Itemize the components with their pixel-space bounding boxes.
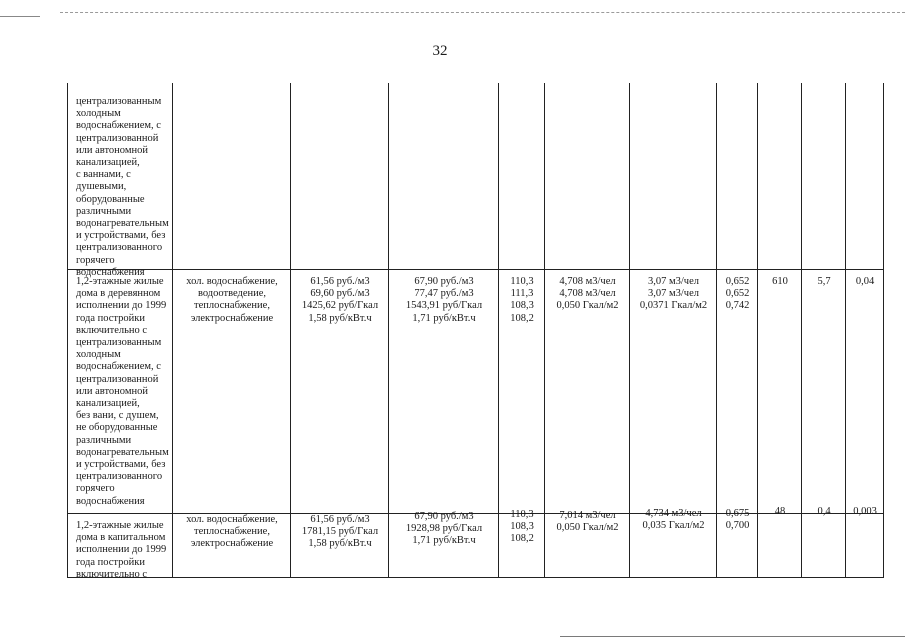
column-divider — [801, 83, 802, 577]
scan-edge-bottom — [560, 636, 905, 637]
row-2-tariffs-b: 67,90 руб./м3 1928,98 руб/Гкал 1,71 руб/кВт.ч — [405, 511, 483, 547]
row-1-col9: 610 — [772, 276, 788, 287]
tariff-table — [67, 83, 884, 578]
row-1-indexes: 110,3 111,3 108,3 108,2 — [510, 276, 534, 324]
column-divider — [290, 83, 291, 577]
column-divider — [757, 83, 758, 577]
column-divider — [544, 83, 545, 577]
row-0-description: централизованным холодным водоснабжением, с централизованной или автономной канализацией, с ваннами, с душевыми, оборудованные различными водонагревательным и устройствами, без централизованного горячего водоснабжения — [76, 96, 169, 278]
column-divider — [498, 83, 499, 577]
row-1-col11: 0,04 — [855, 276, 875, 287]
row-2-indexes: 110,3 108,3 108,2 — [510, 509, 534, 545]
row-divider — [68, 269, 883, 270]
row-1-tariffs-a: 61,56 руб./м3 69,60 руб./м3 1425,62 руб/Гкал 1,58 руб/кВт.ч — [301, 276, 379, 324]
row-1-coef: 0,652 0,652 0,742 — [725, 276, 750, 312]
row-1-norm-a: 4,708 м3/чел 4,708 м3/чел 0,050 Гкал/м2 — [556, 276, 619, 312]
row-2-col11: 0,003 — [853, 506, 877, 517]
row-2-norm-b: 4,734 м3/чел 0,035 Гкал/м2 — [642, 508, 705, 532]
row-1-description: 1,2-этажные жилые дома в деревянном исполнении до 1999 года постройки включительно с централизованным холодным водоснабжением, с централизованной или автономной канализацией, без вани, с душем, не оборудованные различными водонагревательным и устройствами, без централизованного горячего водоснабжения — [76, 276, 169, 507]
row-1-tariffs-b: 67,90 руб./м3 77,47 руб./м3 1543,91 руб/Гкал 1,71 руб/кВт.ч — [405, 276, 483, 324]
column-divider — [629, 83, 630, 577]
page-number: 32 — [432, 43, 448, 59]
row-2-col9: 48 — [774, 506, 786, 517]
column-divider — [845, 83, 846, 577]
row-2-tariffs-a: 61,56 руб./м3 1781,15 руб/Гкал 1,58 руб/кВт.ч — [301, 514, 379, 550]
column-divider — [172, 83, 173, 577]
row-2-norm-a: 7,014 м3/чел 0,050 Гкал/м2 — [556, 510, 619, 534]
row-2-services: хол. водоснабжение, теплоснабжение, электроснабжение — [186, 514, 278, 550]
row-2-coef: 0,675 0,700 — [725, 508, 750, 532]
row-2-description: 1,2-этажные жилые дома в капитальном исполнении до 1999 года постройки включительно с — [76, 520, 167, 580]
column-divider — [716, 83, 717, 577]
row-2-col10: 0,4 — [817, 506, 831, 517]
row-1-norm-b: 3,07 м3/чел 3,07 м3/чел 0,0371 Гкал/м2 — [639, 276, 708, 312]
row-1-services: хол. водоснабжение, водоотведение, теплоснабжение, электроснабжение — [186, 276, 278, 324]
column-divider — [388, 83, 389, 577]
row-1-col10: 5,7 — [817, 276, 831, 287]
scan-edge-top — [60, 12, 905, 13]
scan-edge-mark — [0, 16, 40, 17]
